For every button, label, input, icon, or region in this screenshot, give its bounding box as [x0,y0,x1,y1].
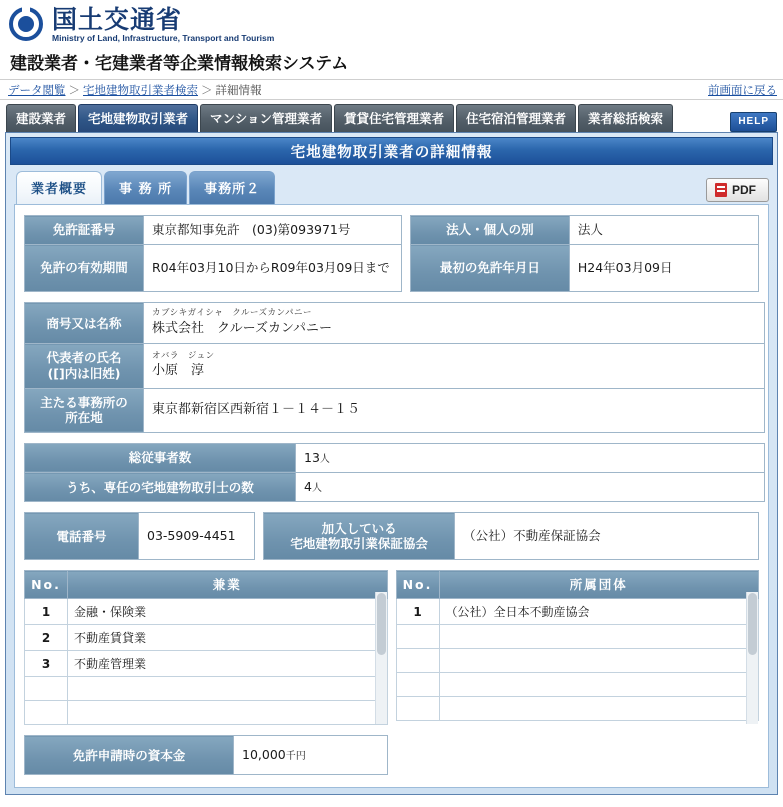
side-business-row-name: 不動産賃貸業 [68,625,388,651]
table-row [264,513,759,560]
licensed-agents-number: 4 [304,479,312,495]
table-header-row [25,571,388,599]
side-business-col-name: 兼業 [68,571,388,599]
side-business-row-name: 金融・保険業 [68,599,388,625]
first-license-label: 最初の免許年月日 [410,245,569,292]
representative-value [144,344,765,388]
breadcrumb-item-detail: 詳細情報 [215,84,262,97]
affiliation-scrollbar[interactable] [746,592,758,724]
table-row [25,344,765,388]
capital-unit: 千円 [285,751,306,763]
affiliation-row-name: （公社）全日本不動産協会 [439,599,759,625]
affiliation-table [396,570,760,721]
tab-general-search[interactable]: 業者総括検索 [578,104,673,132]
top-tab-bar [0,100,783,132]
company-name-text: 株式会社 クルーズカンパニー [152,320,333,336]
association-table [263,512,759,560]
side-business-row-name: 不動産管理業 [68,651,388,677]
side-business-table [24,570,388,725]
table-row [25,513,255,560]
pdf-button[interactable] [706,178,769,202]
table-row [396,673,759,697]
side-business-row-no: 1 [25,599,68,625]
entity-table [410,215,759,292]
phone-value: 03-5909-4451 [139,513,255,560]
association-label [264,513,455,560]
tab-construction[interactable]: 建設業者 [6,104,76,132]
table-row [25,473,765,502]
company-table [24,302,765,433]
capital-value [234,736,388,775]
table-row [25,388,765,432]
table-row [396,649,759,673]
ministry-branding [8,6,783,44]
affiliation-row-no [396,625,439,649]
representative-label-line2: ([]内は旧姓) [47,366,121,382]
page-title: 建設業者・宅建業者等企業情報検索システム [10,54,349,74]
representative-name: 小原 淳 [152,363,205,379]
tab-rental-housing[interactable]: 賃貸住宅管理業者 [334,104,454,132]
breadcrumb-separator: ＞ [201,84,213,97]
side-business-scroll-thumb[interactable] [377,593,386,655]
table-row [396,697,759,721]
association-label-line2: 宅地建物取引業保証協会 [290,536,428,552]
affiliation-row-name [439,697,759,721]
affiliation-row-no [396,673,439,697]
ministry-names [52,6,274,43]
inner-tab-overview[interactable]: 業者概要 [16,171,102,204]
capital-amount: 10,000 [242,747,286,763]
licensed-agents-unit: 人 [311,483,322,495]
license-number-label: 免許証番号 [25,216,144,245]
affiliation-row-no [396,649,439,673]
table-row [25,625,388,651]
pdf-button-label: PDF [732,183,756,197]
representative-ruby: オバラ ジュン [152,350,215,361]
ministry-name-en: Ministry of Land, Infrastructure, Transport and Tourism [52,33,275,44]
side-business-row-no: 2 [25,625,68,651]
affiliation-row-no [396,697,439,721]
affiliation-list [396,570,760,725]
side-business-col-no: No. [25,571,68,599]
table-row [25,599,388,625]
contact-section [24,512,759,560]
entity-type-label: 法人・個人の別 [410,216,569,245]
total-staff-label: 総従事者数 [25,443,296,472]
phone-label: 電話番号 [25,513,139,560]
total-staff-number: 13 [304,449,320,465]
affiliation-col-name: 所属団体 [439,571,759,599]
representative-label [25,344,144,388]
license-number-value: 東京都知事免許 (03)第093971号 [144,216,402,245]
table-row [25,651,388,677]
breadcrumb [0,79,783,100]
affiliation-row-name [439,625,759,649]
side-business-row-no: 3 [25,651,68,677]
affiliation-row-no: 1 [396,599,439,625]
table-row [396,599,759,625]
company-name-value [144,303,765,344]
table-row [410,245,758,292]
detail-banner-title: 宅地建物取引業者の詳細情報 [10,137,773,165]
pdf-icon [715,183,727,197]
total-staff-unit: 人 [319,453,330,465]
side-business-list [24,570,388,725]
table-row [25,443,765,472]
head-office-address-label [25,388,144,432]
license-period-value: R04年03月10日からR09年03月09日まで [144,245,402,292]
license-period-label: 免許の有効期間 [25,245,144,292]
breadcrumb-items [8,82,262,98]
table-row [25,677,388,701]
side-business-row-no [25,701,68,725]
tab-real-estate[interactable]: 宅地建物取引業者 [78,104,198,132]
ministry-name-jp: 国土交通省 [52,5,183,34]
breadcrumb-separator: ＞ [68,84,80,97]
head-office-address-label-line2: 所在地 [65,410,103,426]
inner-tab-office[interactable]: 事 務 所 [104,171,187,204]
table-row [25,701,388,725]
license-table [24,215,402,292]
affiliation-row-name [439,673,759,697]
help-button[interactable]: HELP [730,112,777,132]
affiliation-col-no: No. [396,571,439,599]
staff-table [24,443,765,503]
overview-panel [14,204,769,788]
table-row [25,245,402,292]
breadcrumb-item-data-view[interactable]: データ閲覧 [8,84,66,97]
table-row [25,216,402,245]
phone-table [24,512,255,560]
side-business-row-name [68,677,388,701]
tab-condo-management[interactable]: マンション管理業者 [200,104,332,132]
affiliation-row-name [439,649,759,673]
head-office-address-value [144,388,765,432]
side-business-row-no [25,677,68,701]
inner-tab-bar [6,165,777,204]
inner-tab-office-2[interactable]: 事務所２ [189,171,275,204]
license-section [24,215,759,292]
total-staff-value [296,443,765,472]
page-header [0,0,783,74]
lists-section [24,570,759,725]
table-header-row [396,571,759,599]
head-office-address-label-line1: 主たる事務所の [40,394,128,410]
first-license-value: H24年03月09日 [569,245,758,292]
table-row [396,625,759,649]
table-row [25,303,765,344]
company-name-ruby: カブシキガイシャ クルーズカンパニー [152,308,312,319]
representative-label-line1: 代表者の氏名 [46,350,122,366]
head-office-address-text: 東京都新宿区西新宿１－１４－１５ [152,402,361,418]
capital-label: 免許申請時の資本金 [25,736,234,775]
detail-frame [5,132,778,795]
breadcrumb-item-search[interactable]: 宅地建物取引業者検索 [83,84,198,97]
footer-space [0,795,783,805]
table-row [410,216,758,245]
table-row [25,736,388,775]
entity-type-value: 法人 [569,216,758,245]
licensed-agents-label: うち、専任の宅地建物取引士の数 [25,473,296,502]
back-link[interactable]: 前画面に戻る [708,84,777,97]
association-label-line1: 加入している [321,520,397,536]
side-business-scrollbar[interactable] [375,592,387,724]
affiliation-scroll-thumb[interactable] [748,593,757,655]
tab-lodging-management[interactable]: 住宅宿泊管理業者 [456,104,576,132]
licensed-agents-value [296,473,765,502]
ministry-seal-icon [8,6,46,44]
capital-table [24,735,388,775]
company-name-label: 商号又は名称 [25,303,144,344]
association-value: （公社）不動産保証協会 [455,513,759,560]
side-business-row-name [68,701,388,725]
